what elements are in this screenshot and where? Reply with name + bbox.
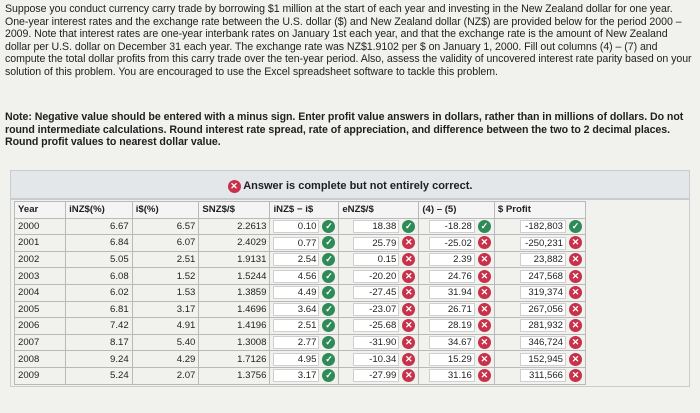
x-circle-icon: ✕	[569, 253, 582, 266]
profit-cell-input[interactable]: -182,803	[520, 220, 566, 233]
year-cell: 2002	[15, 251, 66, 268]
col-header-inz: iNZ$(%)	[66, 202, 133, 219]
profit-cell-input[interactable]: 281,932	[520, 319, 566, 332]
check-circle-icon: ✓	[322, 253, 335, 266]
ius-cell: 3.17	[132, 301, 199, 318]
x-circle-icon: ✕	[478, 303, 491, 316]
x-circle-icon: ✕	[478, 270, 491, 283]
year-cell: 2009	[15, 367, 66, 384]
appreciation-cell-input[interactable]: -10.34	[353, 353, 399, 366]
profit-cell-input[interactable]: 311,566	[520, 369, 566, 382]
x-circle-icon: ✕	[402, 303, 415, 316]
table-row	[15, 284, 586, 301]
spread-cell-input[interactable]: 4.56	[273, 270, 319, 283]
appreciation-cell-input[interactable]: -31.90	[353, 336, 399, 349]
col-header-year: Year	[15, 202, 66, 219]
col-header-difference: (4) – (5)	[419, 202, 495, 219]
table-row	[15, 318, 586, 335]
x-circle-icon: ✕	[402, 353, 415, 366]
spread-cell	[270, 218, 339, 235]
difference-cell-input[interactable]: 31.94	[429, 286, 475, 299]
x-circle-icon: ✕	[478, 353, 491, 366]
year-cell: 2006	[15, 318, 66, 335]
appreciation-cell-input[interactable]: -23.07	[353, 303, 399, 316]
appreciation-cell	[339, 218, 419, 235]
table-row	[15, 301, 586, 318]
appreciation-cell	[339, 334, 419, 351]
difference-cell	[419, 318, 495, 335]
check-circle-icon: ✓	[478, 220, 491, 233]
inz-cell: 6.02	[66, 284, 133, 301]
table-row	[15, 367, 586, 384]
appreciation-cell	[339, 301, 419, 318]
difference-cell	[419, 284, 495, 301]
profit-cell	[494, 318, 585, 335]
spread-cell-input[interactable]: 4.49	[273, 286, 319, 299]
spread-cell	[270, 351, 339, 368]
difference-cell-input[interactable]: 15.29	[429, 353, 475, 366]
inz-cell: 8.17	[66, 334, 133, 351]
difference-cell-input[interactable]: 2.39	[429, 253, 475, 266]
inz-cell: 6.81	[66, 301, 133, 318]
spot-cell: 2.4029	[199, 235, 270, 252]
ius-cell: 2.07	[132, 367, 199, 384]
year-cell: 2007	[15, 334, 66, 351]
profit-cell	[494, 301, 585, 318]
ius-cell: 6.57	[132, 218, 199, 235]
spot-cell: 1.3008	[199, 334, 270, 351]
carry-trade-table	[14, 201, 586, 385]
difference-cell	[419, 301, 495, 318]
profit-cell	[494, 351, 585, 368]
x-circle-icon: ✕	[402, 253, 415, 266]
year-cell: 2004	[15, 284, 66, 301]
year-cell: 2001	[15, 235, 66, 252]
ius-cell: 5.40	[132, 334, 199, 351]
difference-cell-input[interactable]: -18.28	[429, 220, 475, 233]
profit-cell-input[interactable]: 319,374	[520, 286, 566, 299]
profit-cell-input[interactable]: -250,231	[520, 237, 566, 250]
x-circle-icon: ✕	[402, 270, 415, 283]
spread-cell-input[interactable]: 2.54	[273, 253, 319, 266]
spread-cell	[270, 367, 339, 384]
ius-cell: 4.91	[132, 318, 199, 335]
col-header-ius: i$(%)	[132, 202, 199, 219]
x-circle-icon: ✕	[569, 236, 582, 249]
check-circle-icon: ✓	[322, 286, 335, 299]
instruction-note: Note: Negative value should be entered with a minus sign. Enter profit value answers in dollars, rather than in millions of dollars. Do not round intermediate calculations. Round interest rate spread, rate of appreciation, and difference between the two to 2 decimal places. Round profit values to nearest dollar value.	[5, 111, 684, 148]
profit-cell-input[interactable]: 346,724	[520, 336, 566, 349]
appreciation-cell-input[interactable]: -20.20	[353, 270, 399, 283]
difference-cell-input[interactable]: 34.67	[429, 336, 475, 349]
spread-cell-input[interactable]: 3.17	[273, 369, 319, 382]
table-row	[15, 251, 586, 268]
check-circle-icon: ✓	[322, 336, 335, 349]
spot-cell: 2.2613	[199, 218, 270, 235]
col-header-spot: SNZ$/$	[199, 202, 270, 219]
year-cell: 2008	[15, 351, 66, 368]
spread-cell-input[interactable]: 0.77	[273, 237, 319, 250]
x-circle-icon: ✕	[478, 319, 491, 332]
x-circle-icon: ✕	[569, 319, 582, 332]
difference-cell	[419, 235, 495, 252]
appreciation-cell	[339, 318, 419, 335]
difference-cell-input[interactable]: 26.71	[429, 303, 475, 316]
x-circle-icon: ✕	[569, 336, 582, 349]
profit-cell	[494, 235, 585, 252]
difference-cell-input[interactable]: 24.76	[429, 270, 475, 283]
inz-cell: 7.42	[66, 318, 133, 335]
spot-cell: 1.3859	[199, 284, 270, 301]
spot-cell: 1.3756	[199, 367, 270, 384]
spread-cell-input[interactable]: 0.10	[273, 220, 319, 233]
appreciation-cell	[339, 284, 419, 301]
appreciation-cell-input[interactable]: -27.99	[353, 369, 399, 382]
difference-cell	[419, 351, 495, 368]
spread-cell	[270, 251, 339, 268]
table-header-row	[15, 202, 586, 219]
check-circle-icon: ✓	[322, 319, 335, 332]
x-circle-icon: ✕	[402, 319, 415, 332]
difference-cell-input[interactable]: 31.16	[429, 369, 475, 382]
ius-cell: 6.07	[132, 235, 199, 252]
check-circle-icon: ✓	[402, 220, 415, 233]
inz-cell: 5.24	[66, 367, 133, 384]
table-row	[15, 351, 586, 368]
x-circle-icon: ✕	[402, 336, 415, 349]
x-circle-icon: ✕	[228, 180, 241, 193]
spot-cell: 1.4696	[199, 301, 270, 318]
profit-cell	[494, 284, 585, 301]
difference-cell	[419, 334, 495, 351]
profit-cell-input[interactable]: 267,056	[520, 303, 566, 316]
profit-cell-input[interactable]: 152,945	[520, 353, 566, 366]
ius-cell: 1.53	[132, 284, 199, 301]
x-circle-icon: ✕	[478, 253, 491, 266]
difference-cell-input[interactable]: 28.19	[429, 319, 475, 332]
appreciation-cell	[339, 367, 419, 384]
ius-cell: 1.52	[132, 268, 199, 285]
profit-cell	[494, 218, 585, 235]
difference-cell-input[interactable]: -25.02	[429, 237, 475, 250]
spread-cell-input[interactable]: 2.77	[273, 336, 319, 349]
spread-cell-input[interactable]: 3.64	[273, 303, 319, 316]
check-circle-icon: ✓	[322, 220, 335, 233]
x-circle-icon: ✕	[569, 303, 582, 316]
profit-cell-input[interactable]: 23,882	[520, 253, 566, 266]
difference-cell	[419, 268, 495, 285]
x-circle-icon: ✕	[569, 369, 582, 382]
x-circle-icon: ✕	[402, 286, 415, 299]
appreciation-cell-input[interactable]: -25.68	[353, 319, 399, 332]
spot-cell: 1.7126	[199, 351, 270, 368]
appreciation-cell-input[interactable]: 25.79	[353, 237, 399, 250]
difference-cell	[419, 251, 495, 268]
appreciation-cell	[339, 235, 419, 252]
spread-cell	[270, 334, 339, 351]
appreciation-cell-input[interactable]: 18.38	[353, 220, 399, 233]
spread-cell-input[interactable]: 4.95	[273, 353, 319, 366]
answer-status-banner	[10, 170, 690, 200]
table-row	[15, 334, 586, 351]
inz-cell: 9.24	[66, 351, 133, 368]
profit-cell	[494, 268, 585, 285]
table-row	[15, 235, 586, 252]
x-circle-icon: ✕	[569, 353, 582, 366]
inz-cell: 6.08	[66, 268, 133, 285]
col-header-spread: iNZ$ − i$	[270, 202, 339, 219]
inz-cell: 5.05	[66, 251, 133, 268]
spread-cell	[270, 268, 339, 285]
x-circle-icon: ✕	[569, 286, 582, 299]
spread-cell-input[interactable]: 2.51	[273, 319, 319, 332]
spot-cell: 1.9131	[199, 251, 270, 268]
year-cell: 2003	[15, 268, 66, 285]
appreciation-cell	[339, 351, 419, 368]
profit-cell	[494, 251, 585, 268]
problem-statement: Suppose you conduct currency carry trade by borrowing $1 million at the start of each year and investing in the New Zealand dollar for one year. One-year interest rates and the exchange rate between the U.S. dollar ($) and New Zealand dollar (NZ$) are provided below for the period 2000 – 2009. Note that interest rates are one-year interbank rates on January 1st each year, and that the exchange rate is the amount of New Zealand dollar per U.S. dollar on December 31 each year. The exchange rate was NZ$1.9102 per $ on January 1, 2000. Fill out columns (4) – (7) and compute the total dollar profits from this carry trade over the ten-year period. Also, assess the validity of uncovered interest rate parity based on your solution of this problem. You are encouraged to use the Excel spreadsheet software to tackle this problem.	[5, 3, 692, 78]
year-cell: 2005	[15, 301, 66, 318]
spot-cell: 1.5244	[199, 268, 270, 285]
ius-cell: 4.29	[132, 351, 199, 368]
appreciation-cell-input[interactable]: -27.45	[353, 286, 399, 299]
inz-cell: 6.84	[66, 235, 133, 252]
inz-cell: 6.67	[66, 218, 133, 235]
profit-cell	[494, 334, 585, 351]
check-circle-icon: ✓	[322, 270, 335, 283]
x-circle-icon: ✕	[478, 236, 491, 249]
appreciation-cell	[339, 251, 419, 268]
appreciation-cell	[339, 268, 419, 285]
spread-cell	[270, 235, 339, 252]
x-circle-icon: ✕	[478, 336, 491, 349]
col-header-appreciation: eNZ$/$	[339, 202, 419, 219]
year-cell: 2000	[15, 218, 66, 235]
spread-cell	[270, 318, 339, 335]
check-circle-icon: ✓	[322, 236, 335, 249]
banner-text: Answer is complete but not entirely correct.	[243, 180, 473, 192]
difference-cell	[419, 367, 495, 384]
x-circle-icon: ✕	[478, 369, 491, 382]
profit-cell	[494, 367, 585, 384]
ius-cell: 2.51	[132, 251, 199, 268]
spread-cell	[270, 284, 339, 301]
check-circle-icon: ✓	[322, 369, 335, 382]
check-circle-icon: ✓	[322, 353, 335, 366]
difference-cell	[419, 218, 495, 235]
x-circle-icon: ✕	[402, 369, 415, 382]
spread-cell	[270, 301, 339, 318]
x-circle-icon: ✕	[402, 236, 415, 249]
x-circle-icon: ✕	[569, 270, 582, 283]
table-row	[15, 218, 586, 235]
spot-cell: 1.4196	[199, 318, 270, 335]
x-circle-icon: ✕	[478, 286, 491, 299]
table-row	[15, 268, 586, 285]
check-circle-icon: ✓	[569, 220, 582, 233]
appreciation-cell-input[interactable]: 0.15	[353, 253, 399, 266]
profit-cell-input[interactable]: 247,568	[520, 270, 566, 283]
col-header-profit: $ Profit	[494, 202, 585, 219]
check-circle-icon: ✓	[322, 303, 335, 316]
